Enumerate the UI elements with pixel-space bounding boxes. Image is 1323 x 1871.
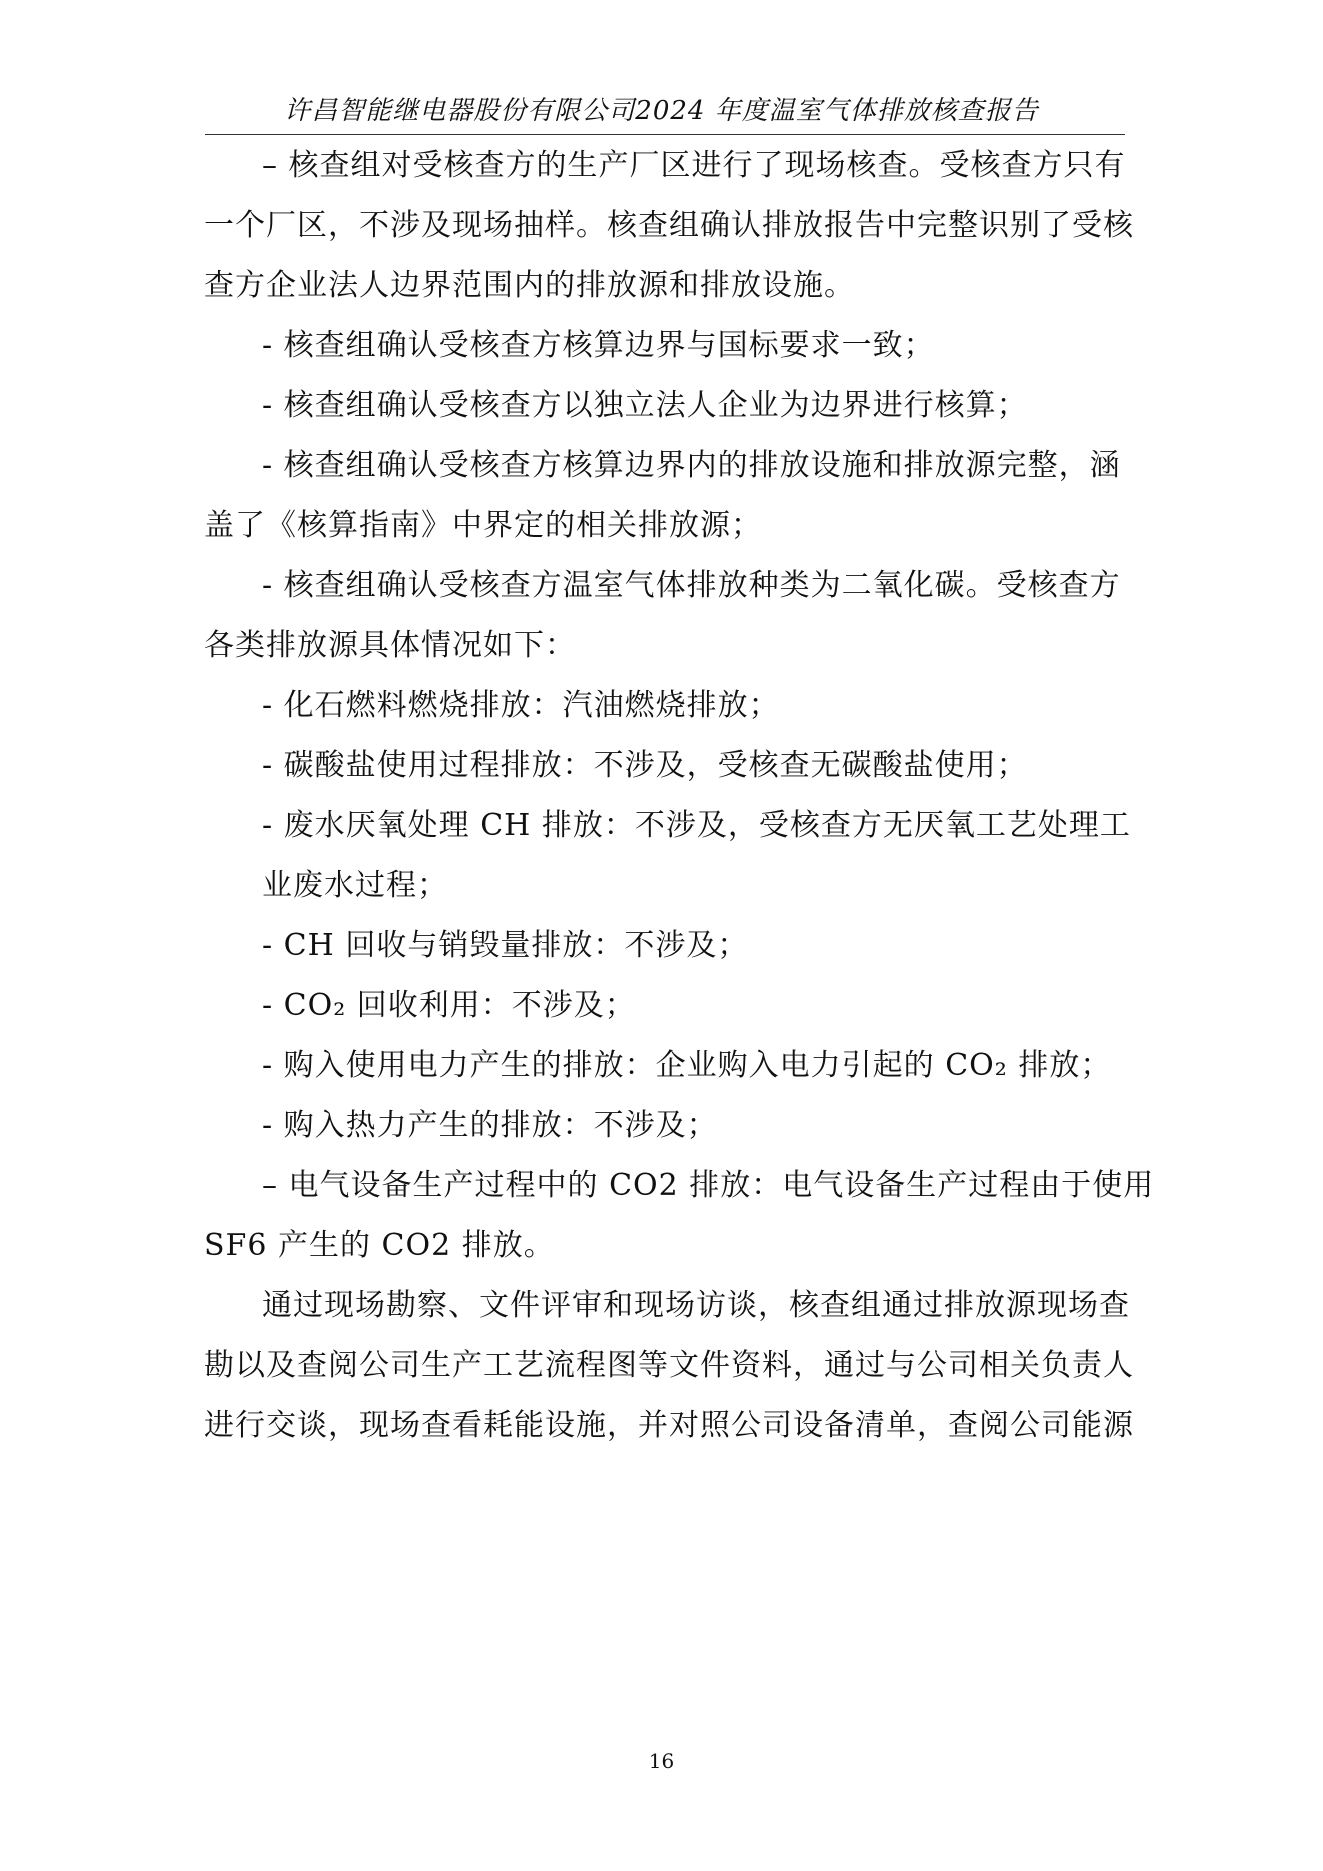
paragraph-line: 查方企业法人边界范围内的排放源和排放设施。 [204,268,855,303]
paragraph-line: - CO₂ 回收利用：不涉及； [262,988,636,1023]
paragraph-line: - 废水厌氧处理 CH 排放：不涉及，受核查方无厌氧工艺处理工 [262,808,1131,843]
paragraph-line: 进行交谈，现场查看耗能设施，并对照公司设备清单，查阅公司能源 [204,1408,1134,1443]
paragraph-line: - CH 回收与销毁量排放：不涉及； [262,928,749,963]
header-title: 许昌智能继电器股份有限公司2024 年度温室气体排放核查报告 [284,96,1039,126]
paragraph-line: - 购入使用电力产生的排放：企业购入电力引起的 CO₂ 排放； [262,1048,1112,1083]
paragraph-line: - 核查组确认受核查方核算边界与国标要求一致； [262,328,935,363]
paragraph-line: - 核查组确认受核查方以独立法人企业为边界进行核算； [262,388,1028,423]
paragraph-line: - 碳酸盐使用过程排放：不涉及，受核查无碳酸盐使用； [262,748,1028,783]
paragraph-line: 勘以及查阅公司生产工艺流程图等文件资料，通过与公司相关负责人 [204,1348,1134,1383]
paragraph-line: 业废水过程； [262,868,448,903]
paragraph-line: SF6 产生的 CO2 排放。 [204,1228,555,1263]
paragraph-line: – 核查组对受核查方的生产厂区进行了现场核查。受核查方只有 [262,148,1126,183]
paragraph-line: 通过现场勘察、文件评审和现场访谈，核查组通过排放源现场查 [262,1288,1130,1323]
paragraph-line: - 核查组确认受核查方温室气体排放种类为二氧化碳。受核查方 [262,568,1121,603]
paragraph-line: – 电气设备生产过程中的 CO2 排放：电气设备生产过程由于使用 [262,1168,1155,1203]
paragraph-line: - 化石燃料燃烧排放：汽油燃烧排放； [262,688,780,723]
paragraph-line: - 购入热力产生的排放：不涉及； [262,1108,718,1143]
paragraph-line: 盖了《核算指南》中界定的相关排放源； [204,508,762,543]
paragraph-line: - 核查组确认受核查方核算边界内的排放设施和排放源完整，涵 [262,448,1121,483]
paragraph-line: 各类排放源具体情况如下： [204,628,576,663]
page-number: 16 [648,1749,675,1773]
paragraph-line: 一个厂区，不涉及现场抽样。核查组确认排放报告中完整识别了受核 [204,208,1134,243]
header-divider [205,134,1125,135]
